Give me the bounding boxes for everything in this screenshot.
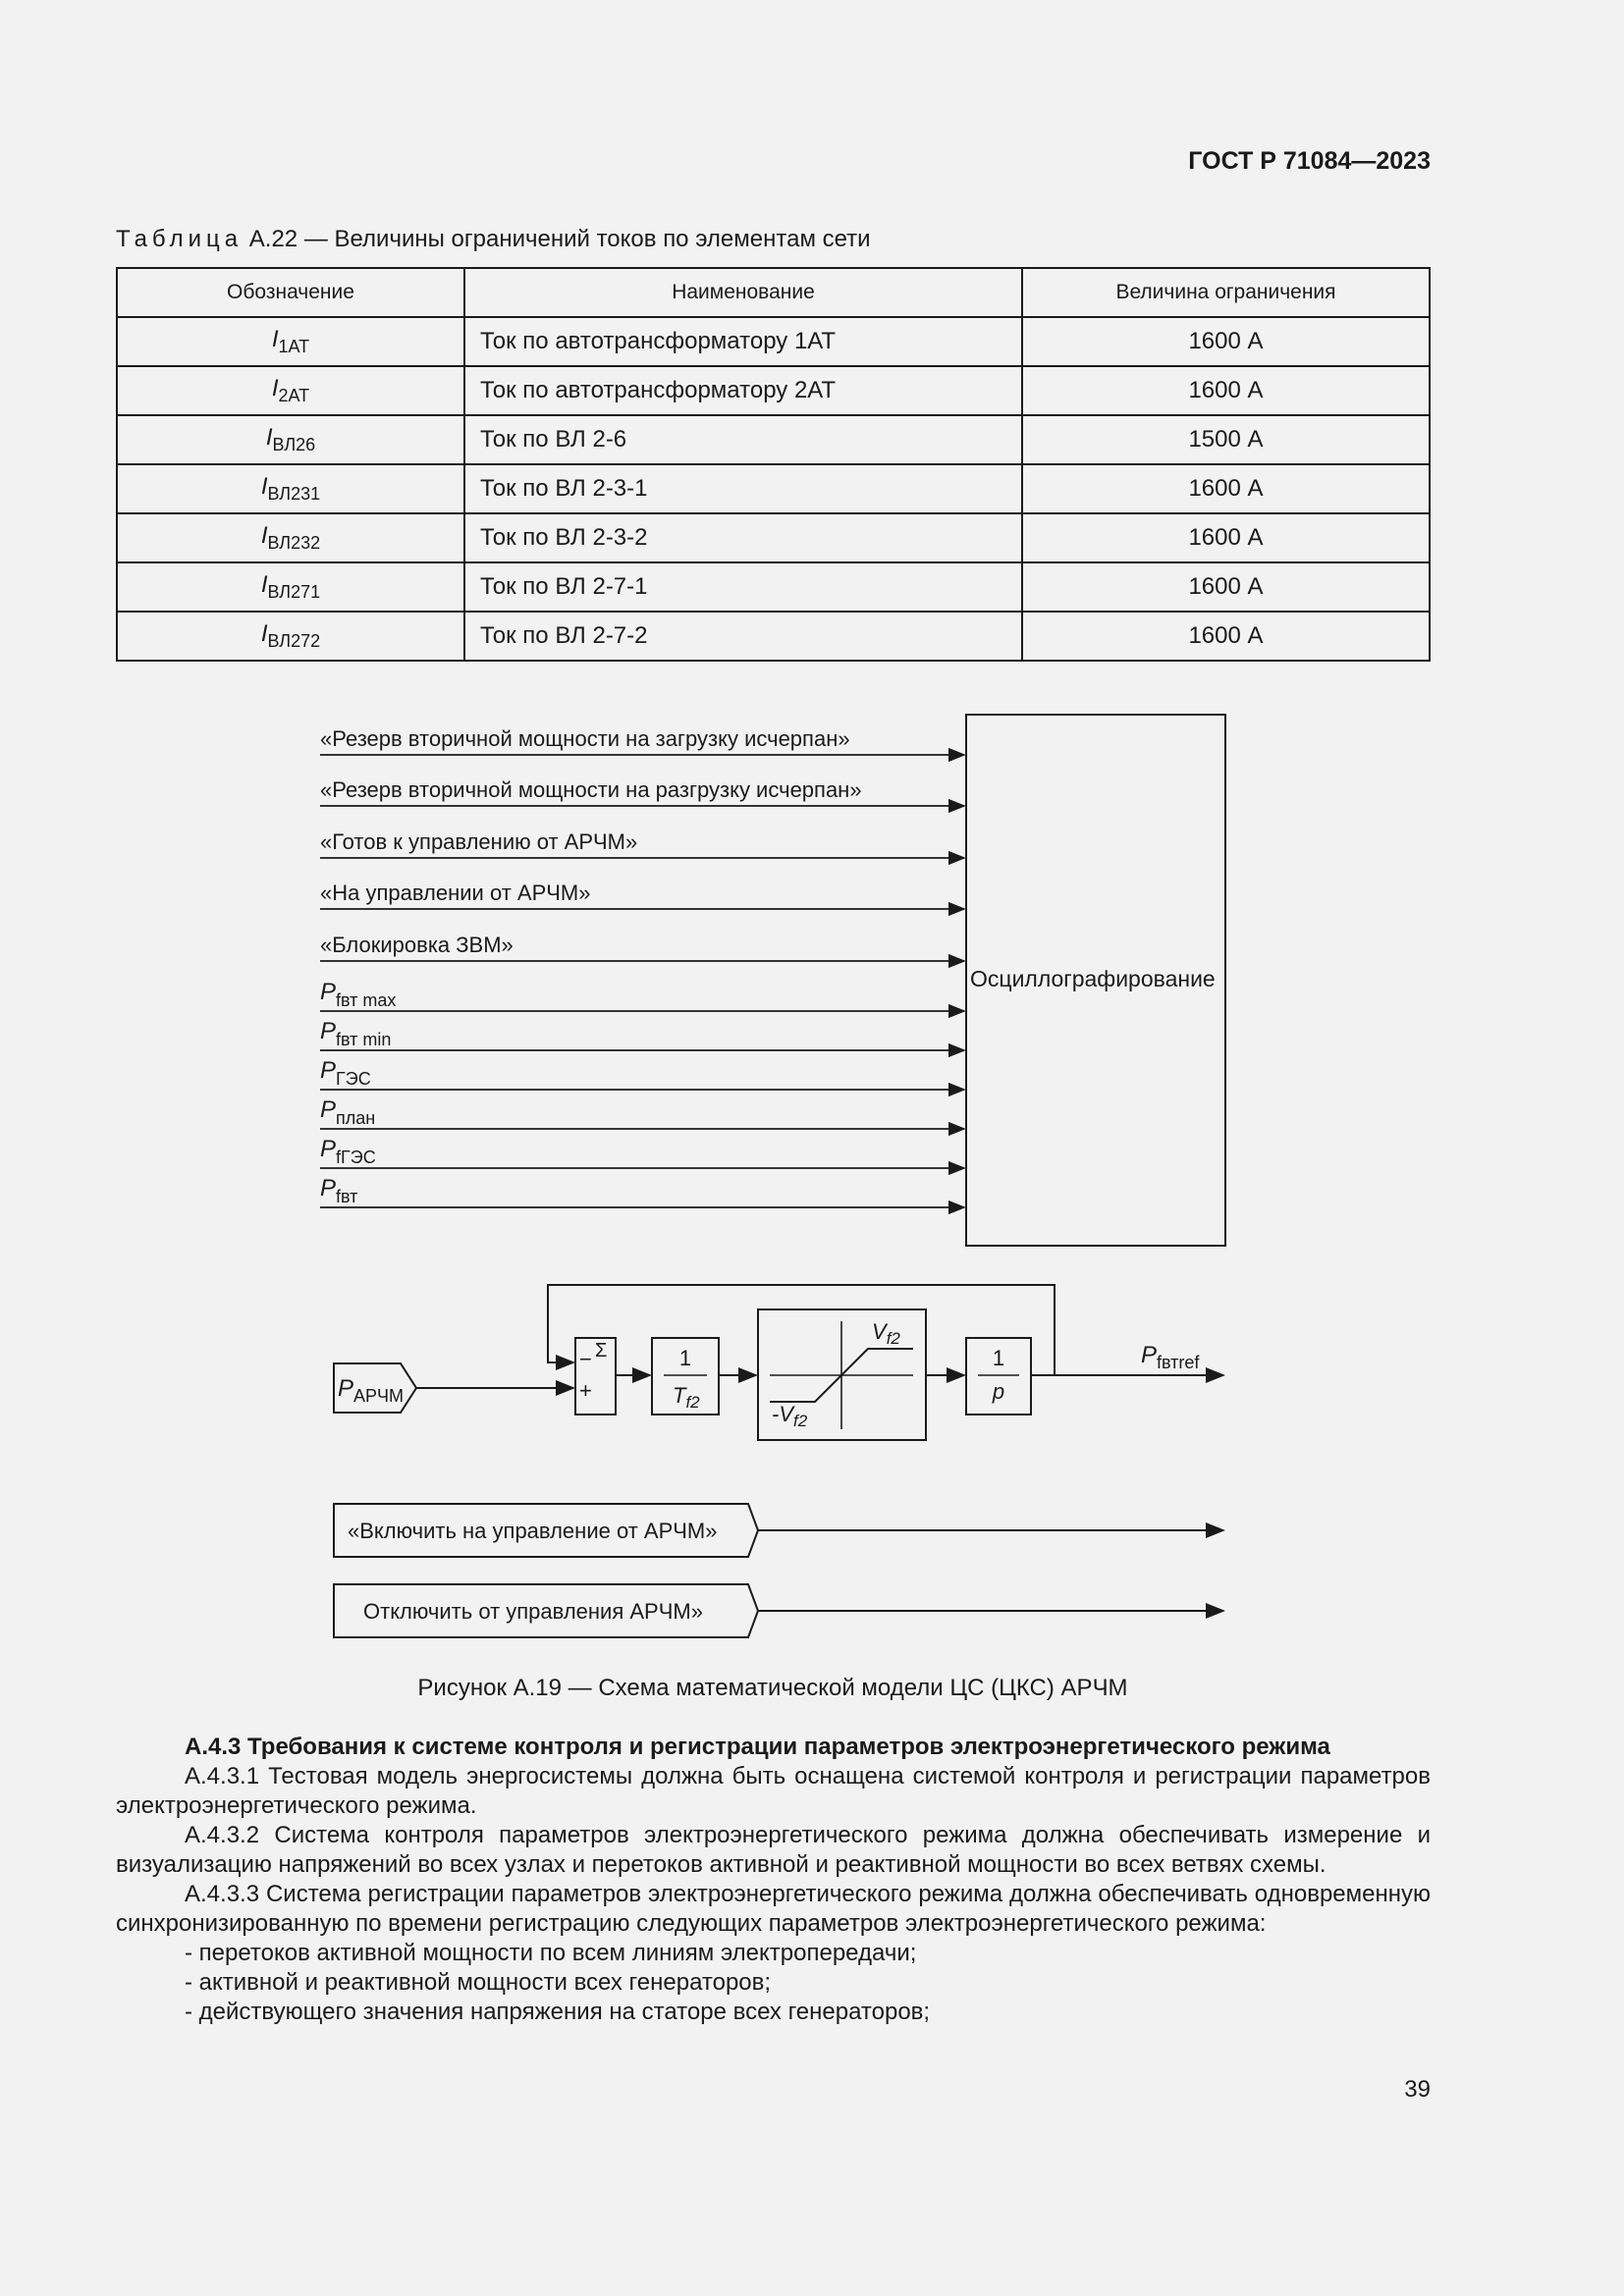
symbol-cell: $I_{ВЛ271}$ [117, 562, 464, 612]
name-cell: Ток по ВЛ 2-3-1 [464, 464, 1022, 513]
output-label: $P_{fвтref}$ [1141, 1342, 1200, 1372]
list-item: - перетоков активной мощности по всем линиям электропередачи; [185, 1940, 917, 1966]
table-row [117, 464, 1430, 513]
paragraph: А.4.3.2 Система контроля параметров электроэнергетического режима должна обеспечивать измерение и визуализацию напряжений во всех узлах и перетоков активной и реактивной мощности во всех ветвях схемы. [116, 1822, 1431, 1878]
input-label: $P_{АРЧМ}$ [338, 1375, 405, 1406]
table-caption [116, 226, 871, 253]
signal-label: «На управлении от АРЧМ» [320, 881, 591, 905]
sum-symbol: Σ [595, 1340, 608, 1362]
table-row [117, 366, 1430, 415]
value-cell: 1600 А [1022, 317, 1430, 366]
table-row [117, 612, 1430, 661]
arhm-model-diagram [0, 687, 1624, 1669]
column-header: Наименование [464, 268, 1022, 317]
signal-label: «Блокировка ЗВМ» [320, 933, 514, 957]
name-cell: Ток по ВЛ 2-6 [464, 415, 1022, 464]
section-heading: А.4.3 Требования к системе контроля и регистрации параметров электроэнергетического режима [185, 1734, 1330, 1760]
p-signal-label: $P_{план}$ [320, 1096, 376, 1128]
limiter-lower-label: $-V_{f2}$ [772, 1402, 808, 1430]
p-signal-label: $P_{fГЭС}$ [320, 1136, 376, 1167]
symbol-cell: $I_{ВЛ26}$ [117, 415, 464, 464]
oscillography-label: Осциллографирование [970, 966, 1216, 991]
column-header: Обозначение [117, 268, 464, 317]
table-row [117, 317, 1430, 366]
table-row [117, 562, 1430, 612]
lag-denominator: $T_{f2}$ [673, 1383, 700, 1412]
value-cell: 1500 А [1022, 415, 1430, 464]
feedback-line [548, 1285, 1055, 1375]
signal-label: «Резерв вторичной мощности на разгрузку исчерпан» [320, 777, 862, 802]
name-cell: Ток по автотрансформатору 2АТ [464, 366, 1022, 415]
page-number: 39 [1404, 2076, 1431, 2103]
limits-table [116, 267, 1431, 662]
body-text [116, 1733, 1431, 2027]
signal-label: «Резерв вторичной мощности на загрузку исчерпан» [320, 726, 850, 751]
document-code: ГОСТ Р 71084—2023 [1188, 147, 1431, 175]
symbol-cell: $I_{ВЛ272}$ [117, 612, 464, 661]
p-signal-label: $P_{ГЭС}$ [320, 1057, 371, 1089]
limiter-upper-label: $V_{f2}$ [872, 1319, 900, 1348]
symbol-cell: $I_{1АТ}$ [117, 317, 464, 366]
signal-lines [320, 755, 964, 1207]
value-cell: 1600 А [1022, 464, 1430, 513]
p-signal-label: $P_{fвт min}$ [320, 1018, 392, 1049]
p-signal-label: $P_{fвт max}$ [320, 979, 397, 1010]
name-cell: Ток по ВЛ 2-7-2 [464, 612, 1022, 661]
command-on-label: «Включить на управление от АРЧМ» [348, 1519, 718, 1543]
minus-sign: − [579, 1347, 592, 1371]
table-row [117, 513, 1430, 562]
value-cell: 1600 А [1022, 612, 1430, 661]
column-header: Величина ограничения [1022, 268, 1430, 317]
table-caption-word: Таблица [116, 226, 244, 252]
value-cell: 1600 А [1022, 513, 1430, 562]
list-item: - активной и реактивной мощности всех генераторов; [185, 1969, 772, 1996]
signal-label: «Готов к управлению от АРЧМ» [320, 829, 638, 854]
paragraph: А.4.3.3 Система регистрации параметров электроэнергетического режима должна обеспечивать одновременную синхронизированную по времени регистрацию следующих параметров электроэнергетического режима: [116, 1881, 1431, 1937]
plus-sign: + [579, 1378, 592, 1403]
paragraph: А.4.3.1 Тестовая модель энергосистемы должна быть оснащена системой контроля и регистрации параметров электроэнергетического режима. [116, 1763, 1431, 1819]
table-header-row [117, 268, 1430, 317]
value-cell: 1600 А [1022, 366, 1430, 415]
list-item: - действующего значения напряжения на статоре всех генераторов; [185, 1999, 931, 2025]
value-cell: 1600 А [1022, 562, 1430, 612]
symbol-cell: $I_{ВЛ231}$ [117, 464, 464, 513]
table-caption-text: А.22 — Величины ограничений токов по элементам сети [248, 226, 871, 252]
name-cell: Ток по ВЛ 2-7-1 [464, 562, 1022, 612]
table-row [117, 415, 1430, 464]
symbol-cell: $I_{2АТ}$ [117, 366, 464, 415]
integrator-numerator: 1 [992, 1346, 1005, 1370]
integrator-denominator: p [992, 1379, 1005, 1404]
p-signal-label: $P_{fвт}$ [320, 1175, 358, 1206]
lag-numerator: 1 [678, 1346, 692, 1370]
symbol-cell: $I_{ВЛ232}$ [117, 513, 464, 562]
command-off-label: Отключить от управления АРЧМ» [363, 1599, 703, 1624]
figure-caption: Рисунок А.19 — Схема математической модели ЦС (ЦКС) АРЧМ [417, 1675, 1128, 1701]
name-cell: Ток по автотрансформатору 1АТ [464, 317, 1022, 366]
name-cell: Ток по ВЛ 2-3-2 [464, 513, 1022, 562]
